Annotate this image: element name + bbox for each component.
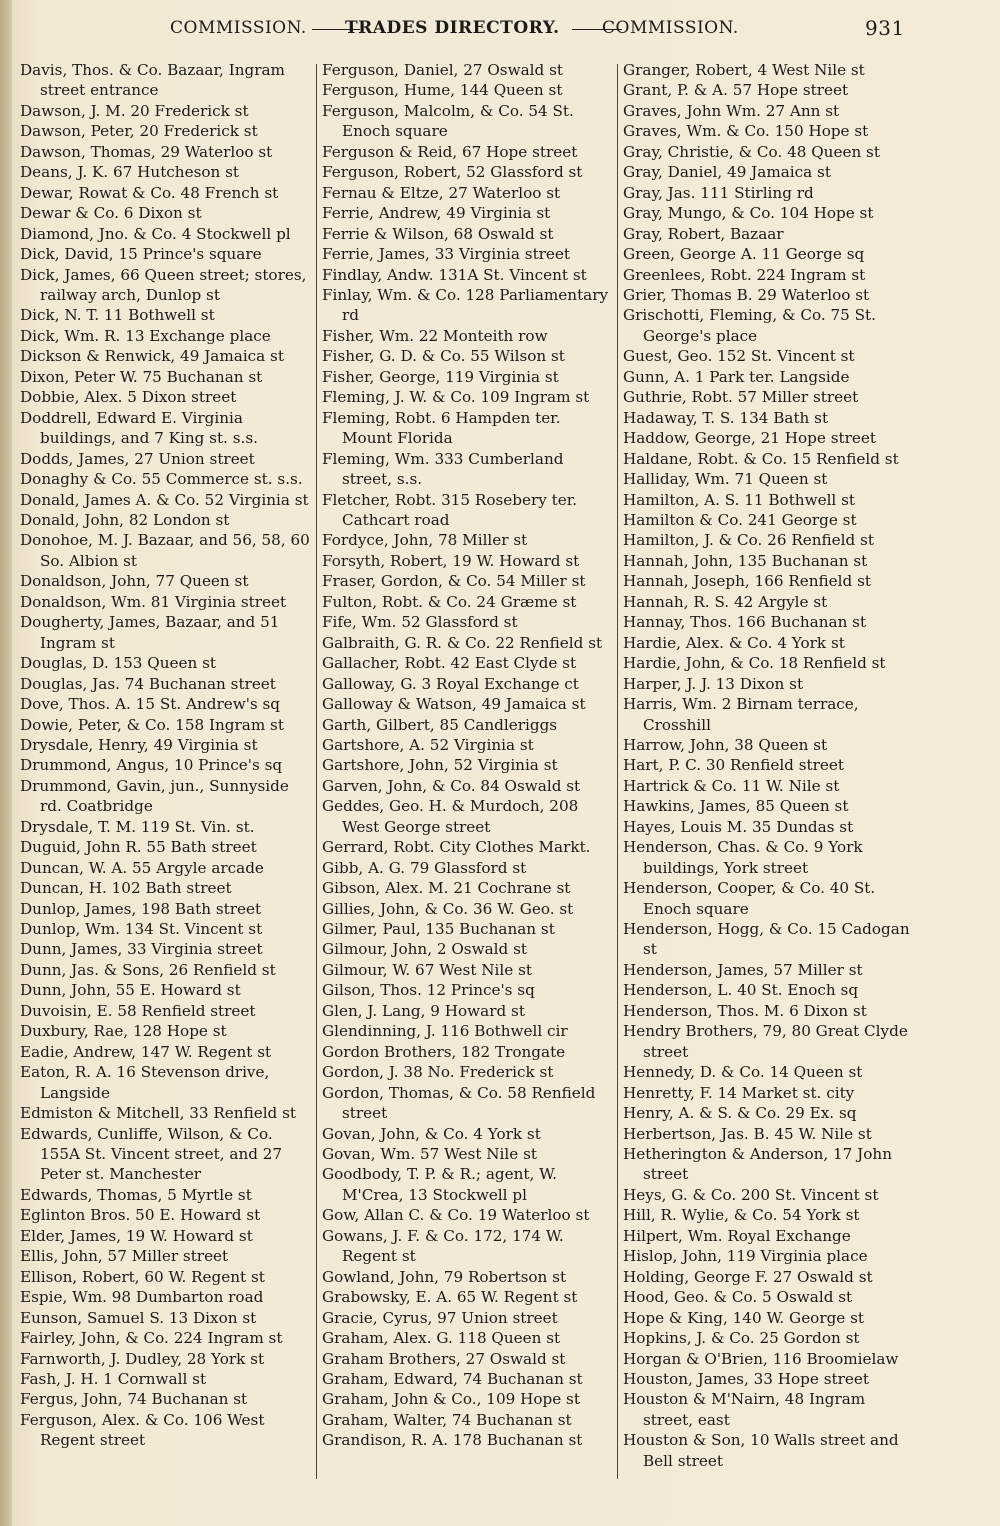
directory-entry: Fisher, George, 119 Virginia st	[322, 367, 559, 386]
directory-entry: Grant, P. & A. 57 Hope street	[623, 81, 849, 100]
column-2	[322, 60, 612, 1480]
directory-entry: Espie, Wm. 98 Dumbarton road	[20, 1288, 264, 1307]
directory-entry: Dunn, John, 55 E. Howard st	[20, 981, 241, 1000]
directory-entry: Hannah, R. S. 42 Argyle st	[623, 592, 828, 611]
directory-entry: Ferguson & Reid, 67 Hope street	[322, 142, 578, 161]
directory-entry: Graves, John Wm. 27 Ann st	[623, 101, 840, 120]
directory-entry: Donaldson, John, 77 Queen st	[20, 572, 249, 591]
directory-entry: Fleming, Wm. 333 Cumberland street, s.s.	[322, 449, 564, 489]
directory-entry: Heys, G. & Co. 200 St. Vincent st	[623, 1185, 879, 1204]
directory-entry: Duncan, W. A. 55 Argyle arcade	[20, 858, 264, 877]
directory-entry: Drummond, Gavin, jun., Sunnyside rd. Coatbridge	[20, 776, 289, 816]
directory-entry: Herbertson, Jas. B. 45 W. Nile st	[623, 1124, 872, 1143]
directory-entry: Hayes, Louis M. 35 Dundas st	[623, 817, 854, 836]
directory-entry: Graves, Wm. & Co. 150 Hope st	[623, 122, 869, 141]
directory-entry: Gilmour, W. 67 West Nile st	[322, 960, 532, 979]
directory-entry: Graham, Walter, 74 Buchanan st	[322, 1410, 572, 1429]
directory-entry: Galloway & Watson, 49 Jamaica st	[322, 695, 586, 714]
directory-entry: Dickson & Renwick, 49 Jamaica st	[20, 347, 284, 366]
directory-entry: Henretty, F. 14 Market st. city	[623, 1083, 855, 1102]
directory-entry: Donald, James A. & Co. 52 Virginia st	[20, 490, 309, 509]
directory-entry: Diamond, Jno. & Co. 4 Stockwell pl	[20, 224, 291, 243]
directory-entry: Ferrie, James, 33 Virginia street	[322, 245, 571, 264]
directory-entry: Duxbury, Rae, 128 Hope st	[20, 1022, 227, 1041]
directory-entry: Govan, Wm. 57 West Nile st	[322, 1145, 537, 1164]
directory-entry: Eadie, Andrew, 147 W. Regent st	[20, 1042, 272, 1061]
directory-entry: Duncan, H. 102 Bath street	[20, 879, 232, 898]
column-divider-2	[617, 64, 618, 1479]
directory-entry: Hood, Geo. & Co. 5 Oswald st	[623, 1288, 853, 1307]
directory-entry: Dawson, Thomas, 29 Waterloo st	[20, 142, 273, 161]
directory-entry: Gilmer, Paul, 135 Buchanan st	[322, 920, 555, 939]
directory-entry: Ellis, John, 57 Miller street	[20, 1247, 229, 1266]
directory-entry: Gray, Robert, Bazaar	[623, 224, 784, 243]
directory-entry: Galloway, G. 3 Royal Exchange ct	[322, 674, 579, 693]
directory-entry: Graham, John & Co., 109 Hope st	[322, 1390, 580, 1409]
directory-entry: Hannah, Joseph, 166 Renfield st	[623, 572, 871, 591]
directory-entry: Graham, Edward, 74 Buchanan st	[322, 1370, 583, 1388]
directory-entry: Fernau & Eltze, 27 Waterloo st	[322, 183, 561, 202]
directory-entry: Dodds, James, 27 Union street	[20, 449, 255, 468]
directory-entry: Ellison, Robert, 60 W. Regent st	[20, 1267, 265, 1286]
directory-entry: Eaton, R. A. 16 Stevenson drive, Langside	[20, 1063, 270, 1102]
directory-entry: Elder, James, 19 W. Howard st	[20, 1226, 253, 1245]
directory-entry: Granger, Robert, 4 West Nile st	[623, 61, 865, 79]
directory-entry: Houston, James, 33 Hope street	[623, 1370, 869, 1388]
directory-entry: Halliday, Wm. 71 Queen st	[623, 470, 828, 489]
column-3	[623, 60, 915, 1480]
header-left: COMMISSION.	[170, 18, 307, 38]
directory-entry: Grabowsky, E. A. 65 W. Regent st	[322, 1288, 578, 1307]
directory-entry: Graham Brothers, 27 Oswald st	[322, 1349, 566, 1368]
directory-entry: Guest, Geo. 152 St. Vincent st	[623, 347, 855, 366]
directory-entry: Fraser, Gordon, & Co. 54 Miller st	[322, 572, 586, 591]
directory-entry: Houston & M'Nairn, 48 Ingram street, east	[623, 1390, 866, 1429]
directory-entry: Duvoisin, E. 58 Renfield street	[20, 1001, 256, 1020]
directory-entry: Hannah, John, 135 Buchanan st	[623, 551, 868, 570]
directory-entry: Gunn, A. 1 Park ter. Langside	[623, 367, 850, 386]
directory-entry: Donaghy & Co. 55 Commerce st. s.s.	[20, 470, 303, 489]
directory-entry: Glen, J. Lang, 9 Howard st	[322, 1001, 525, 1020]
directory-entry: Henderson, Thos. M. 6 Dixon st	[623, 1001, 867, 1020]
directory-entry: Hadaway, T. S. 134 Bath st	[623, 408, 829, 427]
directory-entry: Dawson, Peter, 20 Frederick st	[20, 122, 258, 141]
directory-entry: Gallacher, Robt. 42 East Clyde st	[322, 654, 577, 673]
directory-entry: Fleming, Robt. 6 Hampden ter. Mount Florida	[322, 408, 561, 448]
directory-entry: Farnworth, J. Dudley, 28 York st	[20, 1349, 265, 1368]
directory-entry: Hill, R. Wylie, & Co. 54 York st	[623, 1206, 860, 1225]
directory-entry: Henderson, James, 57 Miller st	[623, 960, 863, 979]
directory-entry: Drummond, Angus, 10 Prince's sq	[20, 756, 283, 775]
book-binding	[0, 0, 12, 1526]
directory-entry: Fletcher, Robt. 315 Rosebery ter. Cathcart road	[322, 490, 578, 529]
directory-entry: Eunson, Samuel S. 13 Dixon st	[20, 1308, 257, 1327]
directory-entry: Hartrick & Co. 11 W. Nile st	[623, 776, 840, 795]
directory-entry: Hamilton & Co. 241 George st	[623, 510, 857, 529]
directory-entry: Hawkins, James, 85 Queen st	[623, 797, 849, 816]
directory-entry: Donald, John, 82 London st	[20, 510, 230, 529]
directory-entry: Holding, George F. 27 Oswald st	[623, 1267, 873, 1286]
directory-entry: Douglas, D. 153 Queen st	[20, 654, 217, 673]
directory-entry: Dixon, Peter W. 75 Buchanan st	[20, 367, 263, 386]
header-center: TRADES DIRECTORY.	[345, 18, 560, 38]
directory-entry: Hamilton, J. & Co. 26 Renfield st	[623, 531, 874, 550]
directory-entry: Garth, Gilbert, 85 Candleriggs	[322, 715, 558, 734]
directory-entry: Greenlees, Robt. 224 Ingram st	[623, 265, 866, 284]
page-header	[20, 18, 910, 48]
directory-entry: Harper, J. J. 13 Dixon st	[623, 674, 804, 693]
page-number: 931	[865, 16, 905, 40]
directory-entry: Glendinning, J. 116 Bothwell cir	[322, 1022, 568, 1041]
directory-entry: Harris, Wm. 2 Birnam terrace, Crosshill	[623, 695, 859, 734]
directory-entry: Dewar, Rowat & Co. 48 French st	[20, 183, 279, 202]
directory-entry: Gartshore, John, 52 Virginia st	[322, 756, 558, 775]
directory-entry: Fash, J. H. 1 Cornwall st	[20, 1370, 207, 1388]
directory-entry: Edwards, Thomas, 5 Myrtle st	[20, 1185, 252, 1204]
directory-entry: Fife, Wm. 52 Glassford st	[322, 613, 518, 632]
directory-entry: Dewar & Co. 6 Dixon st	[20, 204, 202, 223]
directory-entry: Henry, A. & S. & Co. 29 Ex. sq	[623, 1104, 857, 1123]
directory-entry: Eglinton Bros. 50 E. Howard st	[20, 1206, 261, 1225]
directory-entry: Gordon Brothers, 182 Trongate	[322, 1042, 566, 1061]
directory-entry: Fleming, J. W. & Co. 109 Ingram st	[322, 388, 590, 407]
directory-entry: Gow, Allan C. & Co. 19 Waterloo st	[322, 1206, 590, 1225]
directory-entry: Gibb, A. G. 79 Glassford st	[322, 858, 527, 877]
directory-entry: Doddrell, Edward E. Virginia buildings, and 7 King st. s.s.	[20, 408, 258, 448]
directory-entry: Hannay, Thos. 166 Buchanan st	[623, 613, 867, 632]
directory-entry: Hamilton, A. S. 11 Bothwell st	[623, 490, 856, 509]
directory-entry: Ferrie & Wilson, 68 Oswald st	[322, 224, 554, 243]
directory-entry: Gerrard, Robt. City Clothes Markt.	[322, 838, 591, 857]
directory-entry: Gray, Christie, & Co. 48 Queen st	[623, 142, 880, 161]
directory-entry: Gilmour, John, 2 Oswald st	[322, 940, 527, 959]
directory-entry: Dunn, James, 33 Virginia street	[20, 940, 263, 959]
directory-entry: Douglas, Jas. 74 Buchanan street	[20, 674, 276, 693]
directory-entry: Fisher, G. D. & Co. 55 Wilson st	[322, 347, 565, 366]
directory-entry: Hetherington & Anderson, 17 John street	[623, 1145, 892, 1184]
directory-entry: Dougherty, James, Bazaar, and 51 Ingram st	[20, 613, 280, 652]
directory-entry: Fordyce, John, 78 Miller st	[322, 531, 528, 550]
directory-entry: Hennedy, D. & Co. 14 Queen st	[623, 1063, 863, 1082]
directory-entry: Ferguson, Hume, 144 Queen st	[322, 81, 563, 100]
directory-entry: Dunlop, Wm. 134 St. Vincent st	[20, 920, 263, 939]
directory-entry: Grandison, R. A. 178 Buchanan st	[322, 1431, 583, 1450]
directory-entry: Hardie, Alex. & Co. 4 York st	[623, 633, 845, 652]
directory-entry: Dove, Thos. A. 15 St. Andrew's sq	[20, 695, 281, 714]
column-1	[20, 60, 312, 1480]
directory-entry: Gray, Mungo, & Co. 104 Hope st	[623, 204, 874, 223]
directory-entry: Ferguson, Alex. & Co. 106 West Regent street	[20, 1410, 265, 1450]
directory-entry: Deans, J. K. 67 Hutcheson st	[20, 163, 240, 182]
directory-entry: Gray, Daniel, 49 Jamaica st	[623, 163, 831, 182]
directory-entry: Fairley, John, & Co. 224 Ingram st	[20, 1329, 283, 1348]
directory-entry: Dobbie, Alex. 5 Dixon street	[20, 388, 237, 407]
directory-entry: Grischotti, Fleming, & Co. 75 St. George's place	[623, 306, 876, 345]
directory-entry: Gray, Jas. 111 Stirling rd	[623, 183, 814, 202]
directory-entry: Dunlop, James, 198 Bath street	[20, 899, 262, 918]
directory-entry: Hope & King, 140 W. George st	[623, 1308, 865, 1327]
directory-entry: Gracie, Cyrus, 97 Union street	[322, 1308, 558, 1327]
directory-entry: Hardie, John, & Co. 18 Renfield st	[623, 654, 886, 673]
directory-entry: Henderson, Hogg, & Co. 15 Cadogan st	[623, 920, 910, 959]
directory-entry: Hart, P. C. 30 Renfield street	[623, 756, 844, 775]
directory-entry: Grier, Thomas B. 29 Waterloo st	[623, 285, 870, 304]
directory-entry: Findlay, Andw. 131A St. Vincent st	[322, 265, 587, 284]
directory-entry: Gordon, J. 38 No. Frederick st	[322, 1063, 554, 1082]
directory-entry: Dowie, Peter, & Co. 158 Ingram st	[20, 715, 284, 734]
directory-entry: Hendry Brothers, 79, 80 Great Clyde street	[623, 1022, 908, 1061]
directory-entry: Fisher, Wm. 22 Monteith row	[322, 326, 548, 345]
directory-entry: Harrow, John, 38 Queen st	[623, 735, 828, 754]
header-right: COMMISSION.	[602, 18, 739, 38]
directory-entry: Donohoe, M. J. Bazaar, and 56, 58, 60 So. Albion st	[20, 531, 310, 570]
directory-entry: Finlay, Wm. & Co. 128 Parliamentary rd	[322, 285, 609, 325]
directory-entry: Drysdale, Henry, 49 Virginia st	[20, 735, 258, 754]
directory-entry: Henderson, Chas. & Co. 9 York buildings, York street	[623, 838, 863, 877]
directory-entry: Edmiston & Mitchell, 33 Renfield st	[20, 1104, 297, 1123]
directory-entry: Haddow, George, 21 Hope street	[623, 429, 876, 448]
directory-entry: Guthrie, Robt. 57 Miller street	[623, 388, 859, 407]
directory-entry: Garven, John, & Co. 84 Oswald st	[322, 776, 581, 795]
directory-entry: Galbraith, G. R. & Co. 22 Renfield st	[322, 633, 603, 652]
directory-entry: Ferguson, Malcolm, & Co. 54 St. Enoch square	[322, 101, 574, 141]
directory-entry: Fergus, John, 74 Buchanan st	[20, 1390, 248, 1409]
column-divider-1	[316, 64, 317, 1479]
directory-entry: Ferguson, Daniel, 27 Oswald st	[322, 61, 563, 79]
directory-entry: Graham, Alex. G. 118 Queen st	[322, 1329, 561, 1348]
directory-entry: Gibson, Alex. M. 21 Cochrane st	[322, 879, 571, 898]
directory-entry: Dick, James, 66 Queen street; stores, railway arch, Dunlop st	[20, 265, 307, 304]
directory-entry: Dunn, Jas. & Sons, 26 Renfield st	[20, 960, 276, 979]
directory-entry: Henderson, Cooper, & Co. 40 St. Enoch square	[623, 879, 876, 918]
directory-entry: Henderson, L. 40 St. Enoch sq	[623, 981, 859, 1000]
directory-entry: Gowans, J. F. & Co. 172, 174 W. Regent st	[322, 1226, 564, 1266]
directory-entry: Haldane, Robt. & Co. 15 Renfield st	[623, 449, 899, 468]
directory-entry: Drysdale, T. M. 119 St. Vin. st.	[20, 817, 255, 836]
directory-entry: Gordon, Thomas, & Co. 58 Renfield street	[322, 1083, 596, 1123]
directory-entry: Dick, N. T. 11 Bothwell st	[20, 306, 215, 325]
directory-entry: Hilpert, Wm. Royal Exchange	[623, 1226, 851, 1245]
directory-entry: Gilson, Thos. 12 Prince's sq	[322, 981, 535, 1000]
directory-entry: Green, George A. 11 George sq	[623, 245, 865, 264]
directory-entry: Forsyth, Robert, 19 W. Howard st	[322, 551, 580, 570]
directory-entry: Davis, Thos. & Co. Bazaar, Ingram street entrance	[20, 61, 285, 100]
directory-entry: Donaldson, Wm. 81 Virginia street	[20, 592, 287, 611]
directory-entry: Gillies, John, & Co. 36 W. Geo. st	[322, 899, 574, 918]
directory-entry: Houston & Son, 10 Walls street and Bell street	[623, 1431, 899, 1470]
directory-entry: Dawson, J. M. 20 Frederick st	[20, 101, 249, 120]
directory-entry: Hopkins, J. & Co. 25 Gordon st	[623, 1329, 860, 1348]
directory-entry: Dick, Wm. R. 13 Exchange place	[20, 326, 271, 345]
directory-entry: Dick, David, 15 Prince's square	[20, 245, 262, 264]
directory-entry: Duguid, John R. 55 Bath street	[20, 838, 257, 857]
directory-entry: Ferrie, Andrew, 49 Virginia st	[322, 204, 551, 223]
directory-entry: Horgan & O'Brien, 116 Broomielaw	[623, 1349, 899, 1368]
directory-entry: Geddes, Geo. H. & Murdoch, 208 West George street	[322, 797, 579, 836]
directory-entry: Govan, John, & Co. 4 York st	[322, 1124, 541, 1143]
directory-entry: Fulton, Robt. & Co. 24 Græme st	[322, 592, 577, 611]
directory-entry: Hislop, John, 119 Virginia place	[623, 1247, 868, 1266]
directory-entry: Gowland, John, 79 Robertson st	[322, 1267, 567, 1286]
directory-entry: Ferguson, Robert, 52 Glassford st	[322, 163, 583, 182]
directory-entry: Edwards, Cunliffe, Wilson, & Co. 155A St. Vincent street, and 27 Peter st. Manchester	[20, 1124, 283, 1184]
directory-entry: Goodbody, T. P. & R.; agent, W. M'Crea, 13 Stockwell pl	[322, 1165, 557, 1204]
directory-entry: Gartshore, A. 52 Virginia st	[322, 735, 534, 754]
